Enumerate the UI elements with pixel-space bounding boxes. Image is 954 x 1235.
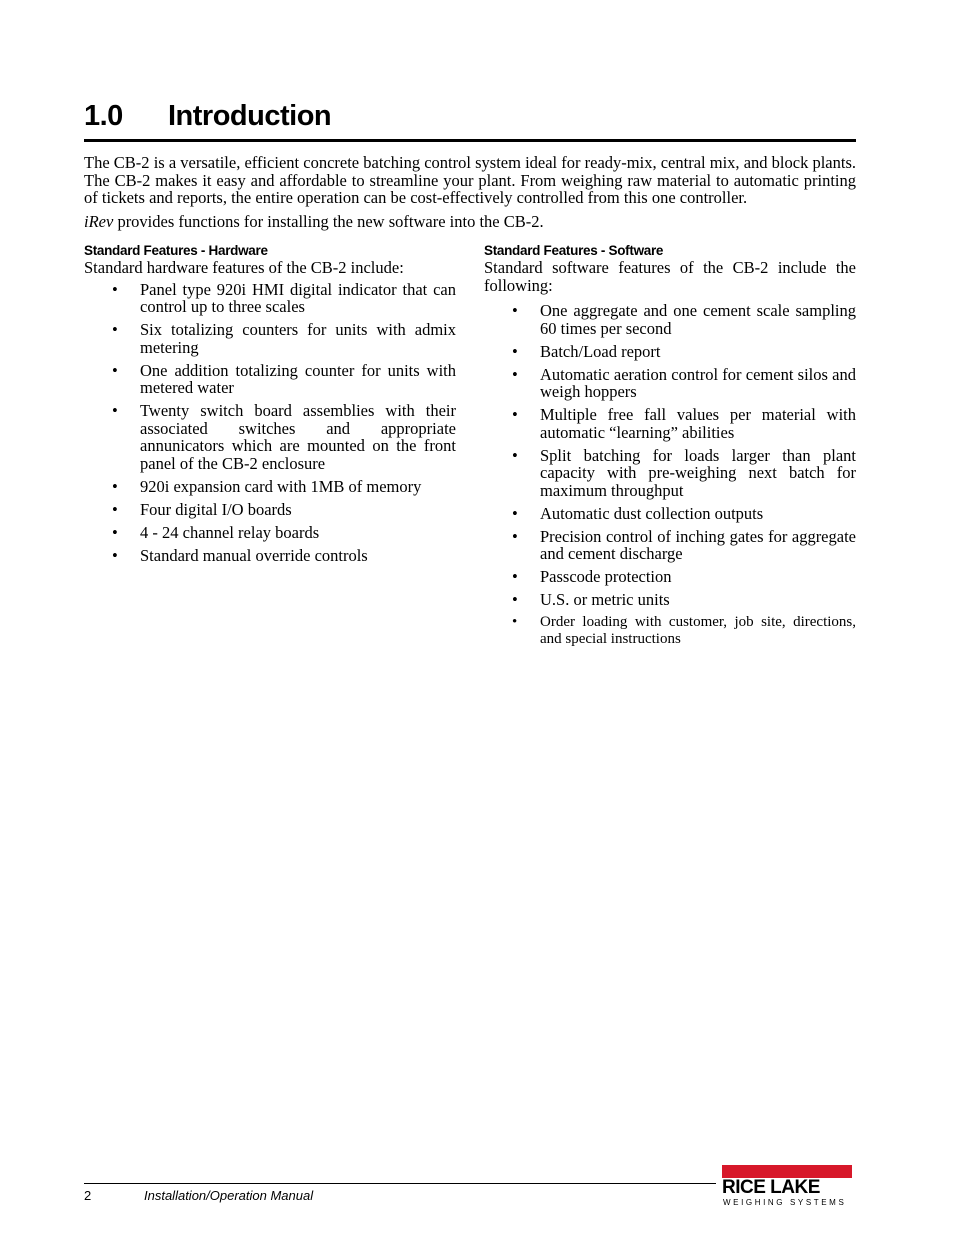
hardware-column bbox=[84, 242, 456, 570]
list-item: • Precision control of inching gates for aggregate and cement discharge bbox=[512, 526, 856, 563]
list-item: • Order loading with customer, job site, directions, and special instructions bbox=[512, 614, 856, 647]
hardware-lead: Standard hardware features of the CB-2 include: bbox=[84, 258, 404, 277]
list-item: • Batch/Load report bbox=[512, 341, 661, 361]
list-item: • 920i expansion card with 1MB of memory bbox=[112, 476, 422, 496]
footer-rule bbox=[84, 1183, 716, 1184]
hardware-heading: Standard Features - Hardware bbox=[84, 243, 268, 258]
list-item: • Split batching for loads larger than plant capacity with pre-weighing next batch for maximum throughput bbox=[512, 445, 856, 500]
bullet: • bbox=[512, 567, 518, 586]
section-title: Introduction bbox=[168, 100, 332, 132]
list-item: • One addition totalizing counter for units with metered water bbox=[112, 360, 456, 397]
rice-lake-logo bbox=[722, 1165, 856, 1209]
list-item: • 4 - 24 channel relay boards bbox=[112, 522, 320, 542]
list-item: • Automatic aeration control for cement silos and weigh hoppers bbox=[512, 364, 856, 401]
page-number: 2 bbox=[84, 1188, 92, 1203]
software-lead: Standard software features of the CB-2 include the following: bbox=[484, 258, 856, 295]
page bbox=[84, 0, 856, 1235]
software-list bbox=[484, 302, 856, 648]
section-heading bbox=[84, 100, 856, 142]
software-column bbox=[484, 242, 856, 654]
bullet: • bbox=[512, 301, 518, 320]
intro-paragraph: The CB-2 is a versatile, efficient concrete batching control system ideal for ready-mix, central mix, and block plants. The CB-2 makes it easy and affordable to streamline your plant. From weighing raw material to automatic printing of tickets and reports, the entire operation can be cost-effectively controlled from this one controller. bbox=[84, 153, 856, 207]
list-item: • One aggregate and one cement scale sampling 60 times per second bbox=[512, 301, 856, 338]
manual-title: Installation/Operation Manual bbox=[144, 1188, 314, 1203]
bullet: • bbox=[512, 590, 518, 609]
bullet: • bbox=[512, 341, 518, 361]
bullet: • bbox=[112, 320, 118, 339]
bullet: • bbox=[112, 522, 118, 542]
intro-paragraph-irev bbox=[84, 213, 856, 231]
bullet: • bbox=[512, 503, 518, 523]
bullet: • bbox=[512, 614, 518, 630]
irev-description: provides functions for installing the new software into the CB-2. bbox=[113, 211, 544, 231]
bullet: • bbox=[512, 405, 518, 424]
bullet: • bbox=[112, 279, 118, 299]
list-item: • Standard manual override controls bbox=[112, 545, 368, 565]
bullet: • bbox=[112, 401, 118, 420]
bullet: • bbox=[112, 499, 118, 519]
irev-term: iRev bbox=[84, 211, 114, 231]
intro bbox=[84, 154, 856, 236]
bullet: • bbox=[112, 360, 118, 380]
section-number: 1.0 bbox=[84, 100, 123, 132]
bullet: • bbox=[512, 526, 518, 546]
list-item: • U.S. or metric units bbox=[512, 590, 670, 609]
list-item: • Passcode protection bbox=[512, 567, 672, 586]
list-item: • Multiple free fall values per material with automatic “learning” abilities bbox=[512, 405, 856, 442]
software-heading: Standard Features - Software bbox=[484, 243, 664, 258]
list-item: • Four digital I/O boards bbox=[112, 499, 292, 519]
list-item: • Panel type 920i HMI digital indicator that can control up to three scales bbox=[112, 279, 456, 316]
logo-subtext: WEIGHING SYSTEMS bbox=[723, 1198, 847, 1207]
logo-wordmark: RICE LAKE bbox=[722, 1177, 820, 1198]
bullet: • bbox=[512, 364, 518, 384]
bullet: • bbox=[512, 445, 518, 465]
bullet: • bbox=[112, 545, 118, 565]
bullet: • bbox=[112, 476, 118, 496]
list-item: • Twenty switch board assemblies with their associated switches and appropriate annunicators which are mounted on the front panel of the CB-2 enclosure bbox=[112, 401, 456, 473]
list-item: • Automatic dust collection outputs bbox=[512, 503, 764, 523]
list-item: • Six totalizing counters for units with admix metering bbox=[112, 320, 456, 357]
hardware-list bbox=[84, 281, 456, 565]
